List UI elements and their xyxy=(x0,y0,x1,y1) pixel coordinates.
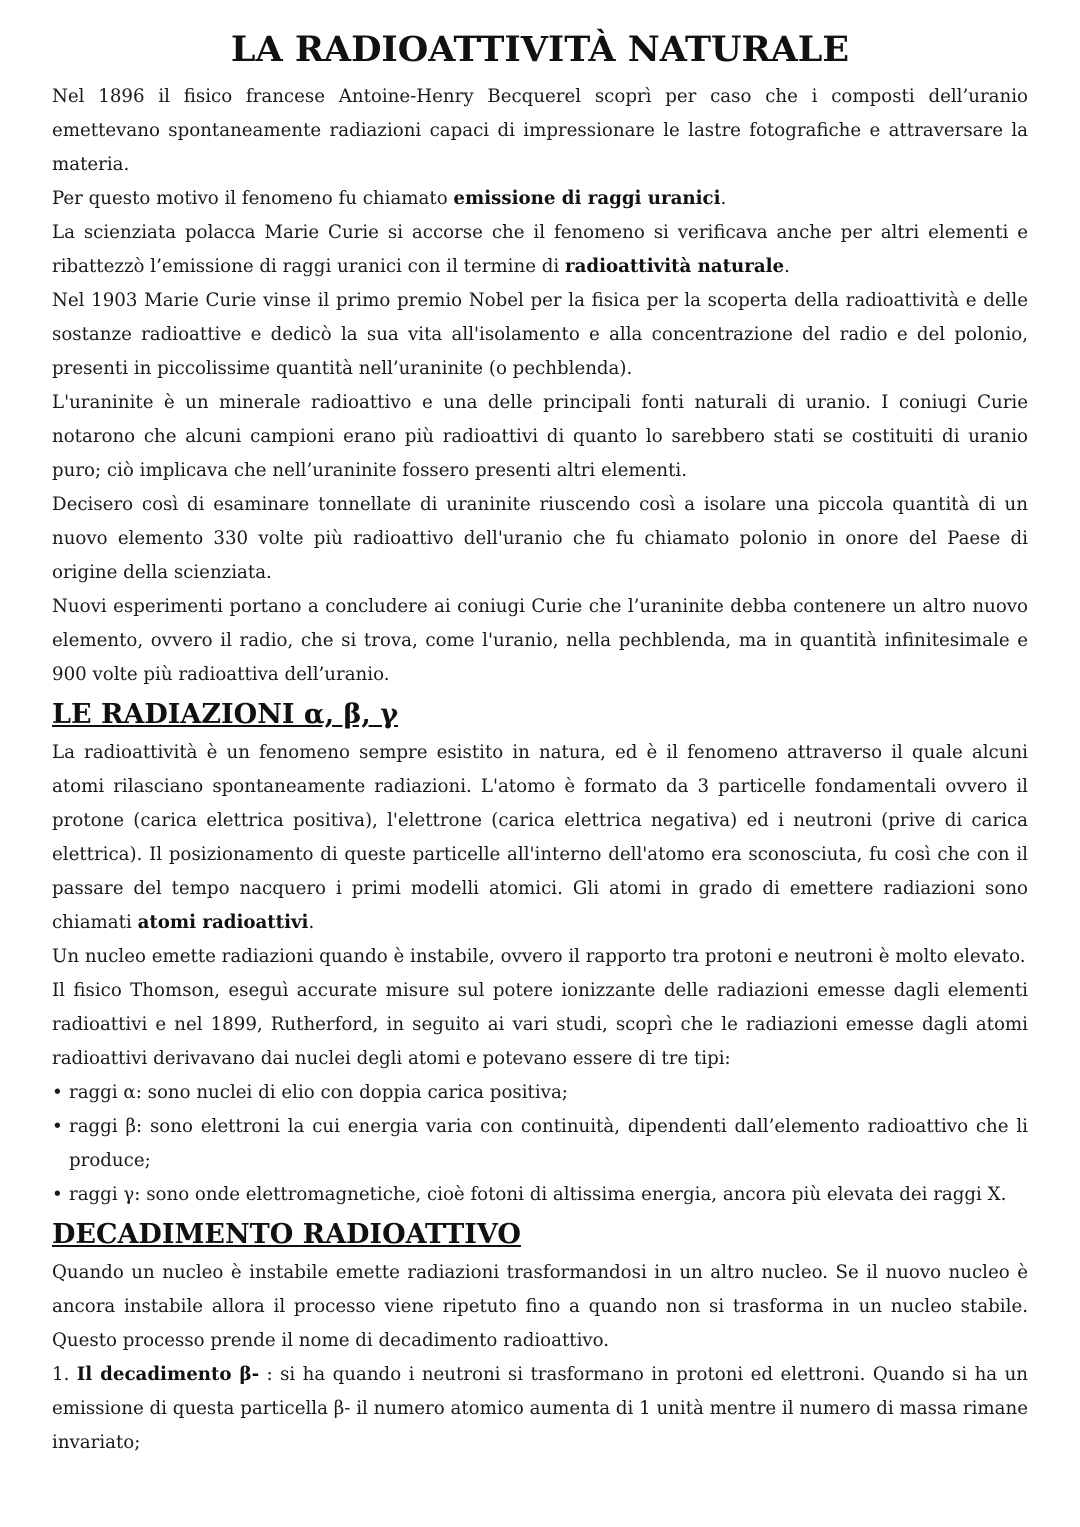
text: : si ha quando i neutroni si trasformano in protoni ed elettroni. Quando si ha un emissione di questa particella β- il numero atomico aumenta di 1 unità mentre il numero di massa rimane invariato; xyxy=(52,1364,1028,1453)
paragraph: Un nucleo emette radiazioni quando è instabile, ovvero il rapporto tra protoni e neutroni è molto elevato. xyxy=(52,946,1026,967)
list-item: • raggi α: sono nuclei di elio con doppia carica positiva; xyxy=(52,1076,1028,1110)
list-item: • raggi β: sono elettroni la cui energia varia con continuità, dipendenti dall’elemento radioattivo che li produce; xyxy=(52,1110,1028,1178)
paragraph: Nel 1896 il fisico francese Antoine-Henry Becquerel scoprì per caso che i composti dell’uranio emettevano spontaneamente radiazioni capaci di impressionare le lastre fotografiche e attraversare la materia. xyxy=(52,86,1028,175)
bold-term: atomi radioattivi xyxy=(137,912,309,933)
paragraph: Nel 1903 Marie Curie vinse il primo premio Nobel per la fisica per la scoperta della radioattività e delle sostanze radioattive e dedicò la sua vita all'isolamento e alla concentrazione del radio e del polonio, presenti in piccolissime quantità nell’uraninite (o pechblenda). xyxy=(52,290,1028,379)
bold-term: emissione di raggi uranici xyxy=(453,188,721,209)
list-item: • raggi γ: sono onde elettromagnetiche, cioè fotoni di altissima energia, ancora più elevata dei raggi X. xyxy=(52,1178,1028,1212)
paragraph: L'uraninite è un minerale radioattivo e una delle principali fonti naturali di uranio. I coniugi Curie notarono che alcuni campioni erano più radioattivi di quanto lo sarebbero stati se costituiti di uranio puro; ciò implicava che nell’uraninite fossero presenti altri elementi. xyxy=(52,392,1028,481)
section-heading: LE RADIAZIONI α, β, γ xyxy=(52,699,399,730)
paragraph: Nuovi esperimenti portano a concludere ai coniugi Curie che l’uraninite debba contenere un altro nuovo elemento, ovvero il radio, che si trova, come l'uranio, nella pechblenda, ma in quantità infinitesimale e 900 volte più radioattiva dell’uranio. xyxy=(52,596,1028,685)
list-number: 1. xyxy=(52,1364,77,1385)
radiation-list xyxy=(52,1076,1028,1212)
text: . xyxy=(308,912,315,933)
text: . xyxy=(720,188,727,209)
paragraph: Decisero così di esaminare tonnellate di uraninite riuscendo così a isolare una piccola quantità di un nuovo elemento 330 volte più radioattivo dell'uranio che fu chiamato polonio in onore del Paese di origine della scienziata. xyxy=(52,494,1028,583)
text: La scienziata polacca Marie Curie si accorse che il fenomeno si verificava anche per altri elementi e ribattezzò l’emissione di raggi uranici con il termine di xyxy=(52,222,1028,277)
bold-term: radioattività naturale xyxy=(565,256,785,277)
document-title: LA RADIOATTIVITÀ NATURALE xyxy=(230,29,850,70)
paragraph xyxy=(52,182,1028,216)
paragraph xyxy=(52,1358,1028,1460)
text: . xyxy=(784,256,790,277)
paragraph xyxy=(52,216,1028,284)
text: La radioattività è un fenomeno sempre esistito in natura, ed è il fenomeno attraverso il quale alcuni atomi rilasciano spontaneamente radiazioni. L'atomo è formato da 3 particelle fondamentali ovvero il protone (carica elettrica positiva), l'elettrone (carica elettrica negativa) ed i neutroni (prive di carica elettrica). Il posizionamento di queste particelle all'interno dell'atomo era sconosciuta, fu così che con il passare del tempo nacquero i primi modelli atomici. Gli atomi in grado di emettere radiazioni sono chiamati xyxy=(52,742,1028,933)
paragraph: Quando un nucleo è instabile emette radiazioni trasformandosi in un altro nucleo. Se il nuovo nucleo è ancora instabile allora il processo viene ripetuto fino a quando non si trasforma in un nucleo stabile. Questo processo prende il nome di decadimento radioattivo. xyxy=(52,1262,1028,1351)
paragraph xyxy=(52,736,1028,940)
text: Per questo motivo il fenomeno fu chiamato xyxy=(52,188,454,209)
section-heading: DECADIMENTO RADIOATTIVO xyxy=(52,1219,521,1250)
paragraph: Il fisico Thomson, eseguì accurate misure sul potere ionizzante delle radiazioni emesse dagli elementi radioattivi e nel 1899, Rutherford, in seguito ai vari studi, scoprì che le radiazioni emesse dagli atomi radioattivi derivavano dai nuclei degli atomi e potevano essere di tre tipi: xyxy=(52,980,1028,1069)
bold-term: Il decadimento β- xyxy=(76,1364,260,1385)
